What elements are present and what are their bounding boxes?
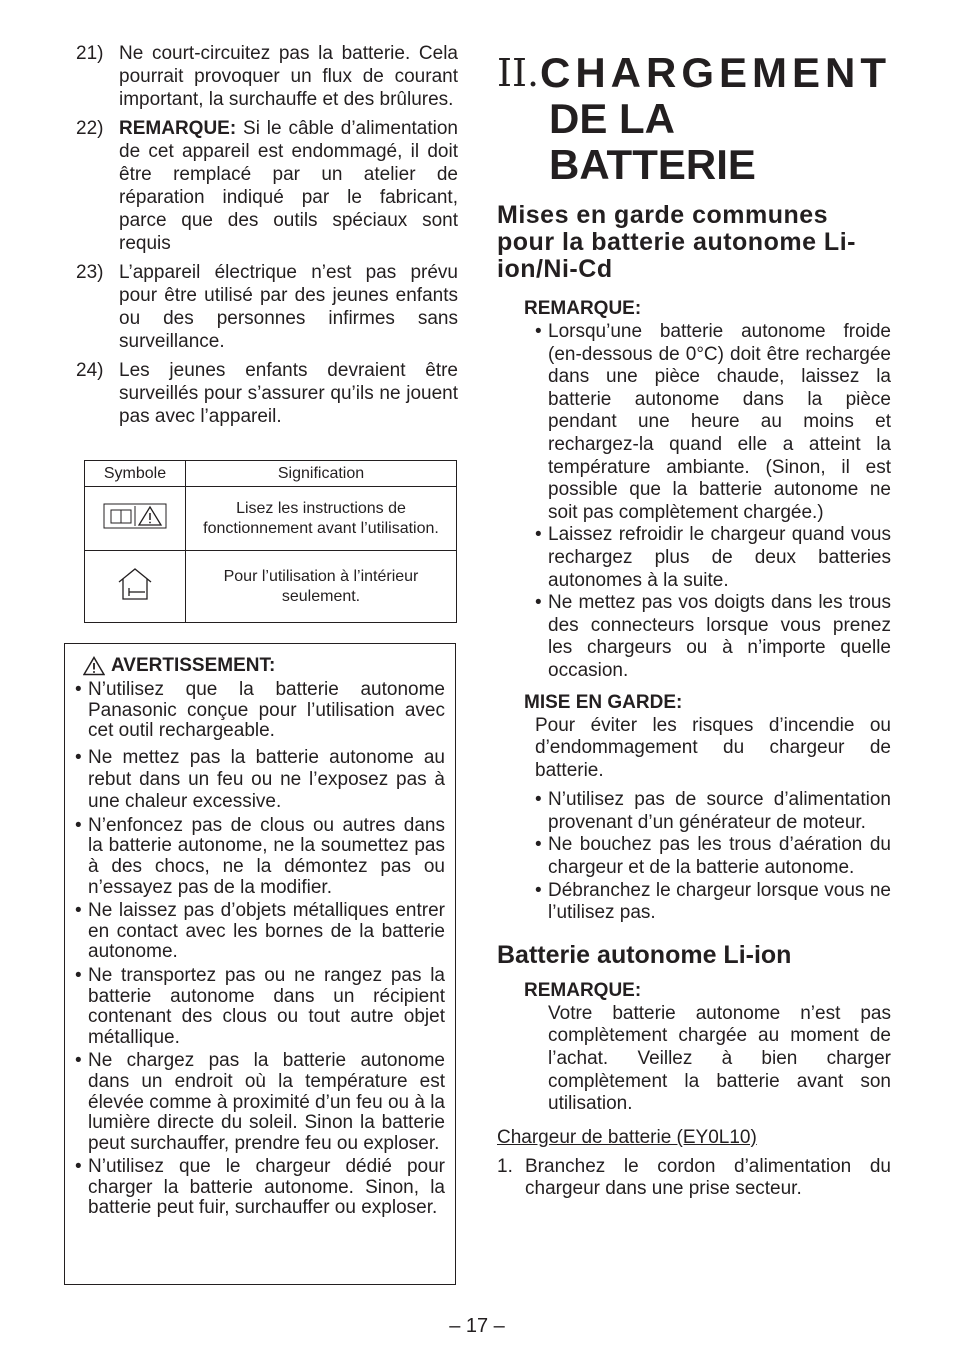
item-text: L’appareil électrique n’est pas prévu pour être utilisé par des jeunes enfants ou des personnes infirmes sans surveillance. (119, 262, 458, 352)
warning-bullet: • N’enfoncez pas de clous ou autres dans la batterie autonome, ne la soumettez pas à des chocs, ne la démontez pas ou n’essayez pas de la modifier. (75, 814, 445, 898)
charger-link[interactable]: Chargeur de batterie (EY0L10) (497, 1126, 757, 1148)
step-number: 1. (497, 1155, 513, 1177)
liion-heading: Batterie autonome Li-ion (497, 940, 792, 969)
bullet-text: Ne laissez pas d’objets métalliques entrer en contact avec les bornes de la batterie autonome. (88, 900, 445, 963)
item-text: Ne court-circuitez pas la batterie. Cela pourrait provoquer un flux de courant important, la surchauffe et des brûlures. (119, 43, 458, 110)
remarque-label: REMARQUE: (524, 298, 642, 319)
liion-text: Votre batterie autonome n’est pas complètement chargée au moment de l’achat. Veillez à bien charger complètement la batterie avant son utilisation. (548, 1002, 891, 1115)
chapter-heading (497, 50, 891, 188)
bullet-text: N’enfoncez pas de clous ou autres dans la batterie autonome, ne la soumettez pas à des chocs, ne la démontez pas ou n’essayez pas de la modifier. (88, 814, 445, 898)
warning-bullet: • Ne mettez pas la batterie autonome au rebut dans un feu ou ne l’exposez pas à une chaleur excessive. (75, 746, 445, 812)
remarque-text: Si le câble d’alimentation de cet appareil est endommagé, il doit être remplacé par un atelier de réparation indiqué par le fabricant, parce que des outils spéciaux sont requis (119, 118, 458, 254)
left-column (76, 42, 458, 434)
meaning-cell: Lisez les instructions de fonctionnement avant l’utilisation. (186, 487, 457, 551)
item-number: 23) (76, 262, 104, 283)
table-row (85, 551, 457, 623)
item-number: 22) (76, 118, 104, 139)
item-text: Les jeunes enfants devraient être surveillés pour s’assurer qu’ils ne jouent pas avec l’appareil. (119, 360, 458, 427)
remarque-bullet: • Laissez refroidir le chargeur quand vous rechargez plus de deux batteries autonomes à la suite. (535, 524, 891, 591)
bullet-text: Ne transportez pas ou ne rangez pas la batterie autonome dans un récipient contenant des clous ou tout autre objet métallique. (88, 964, 445, 1048)
mise-bullet: • N’utilisez pas de source d’alimentation provenant d’un générateur de moteur. (535, 789, 891, 833)
warning-bullet: • N’utilisez que la batterie autonome Panasonic conçue pour l’utilisation avec cet outil rechargeable. (75, 679, 445, 742)
table-row (85, 487, 457, 551)
step-text: Branchez le cordon d’alimentation du chargeur dans une prise secteur. (525, 1155, 891, 1200)
mise-bullet: • Ne bouchez pas les trous d’aération du chargeur et de la batterie autonome. (535, 834, 891, 879)
table-header-meaning: Signification (186, 461, 457, 487)
section-heading: Mises en garde communes pour la batterie autonome Li-ion/Ni-Cd (497, 201, 856, 283)
mise-en-garde-intro: Pour éviter les risques d’incendie ou d’endommagement du chargeur de batterie. (535, 714, 891, 781)
warning-title (83, 654, 445, 678)
chapter-title-line1: CHARGEMENT (540, 49, 891, 96)
warning-title-text: AVERTISSEMENT: (111, 655, 276, 676)
warning-bullet: • N’utilisez que le chargeur dédié pour charger la batterie autonome. Sinon, la batterie peut fuir, surchauffer ou exploser. (75, 1156, 445, 1219)
symbol-cell (85, 551, 186, 623)
warning-bullet: • Ne chargez pas la batterie autonome dans un endroit où la température est élevée comme à proximité d’un feu ou à la lumière directe du soleil. Sinon la batterie peut surchauffer, prendre feu ou exploser. (75, 1050, 445, 1154)
bullet-text: N’utilisez pas de source d’alimentation provenant d’un générateur de moteur. (548, 789, 891, 833)
remarque-bullet: • Ne mettez pas vos doigts dans les trous des connecteurs lorsque vous prenez les chargeurs ou à n’importe quelle occasion. (535, 592, 891, 681)
bullet-text: Ne bouchez pas les trous d’aération du chargeur et de la batterie autonome. (548, 834, 891, 879)
symbol-cell (85, 487, 186, 551)
symbol-table (84, 460, 457, 623)
table-header-symbol: Symbole (85, 461, 186, 487)
bullet-text: Lorsqu’une batterie autonome froide (en-dessous de 0°C) doit être rechargée dans une pièce chaude, laissez la batterie autonome dans la pièce pendant une heure au moins et rechargez-la quand elle a atteint la température ambiante. (Sinon, il est possible que la batterie autonome ne soit pas complètement chargée.) (548, 321, 891, 523)
item-text (119, 117, 458, 255)
remarque-bullet: • Lorsqu’une batterie autonome froide (en-dessous de 0°C) doit être rechargée dans une pièce chaude, laissez la batterie autonome dans la pièce pendant une heure au moins et rechargez-la quand elle a atteint la température ambiante. (Sinon, il est possible que la batterie autonome ne soit pas complètement chargée.) (535, 321, 891, 523)
step-item (497, 1156, 891, 1201)
list-item (76, 359, 458, 428)
liion-remarque-label: REMARQUE: (524, 979, 642, 1001)
bullet-text: Laissez refroidir le chargeur quand vous rechargez plus de deux batteries autonomes à la suite. (548, 524, 891, 591)
item-number: 21) (76, 43, 104, 64)
right-column (497, 50, 891, 1201)
remarque-label: REMARQUE: (119, 118, 237, 139)
list-item (76, 261, 458, 353)
warning-bullet: • Ne laissez pas d’objets métalliques entrer en contact avec les bornes de la batterie autonome. (75, 900, 445, 963)
chapter-number: II. (497, 51, 540, 95)
mise-bullet: • Débranchez le chargeur lorsque vous ne l’utilisez pas. (535, 879, 891, 924)
meaning-cell: Pour l’utilisation à l’intérieur seulement. (186, 551, 457, 623)
manual-warning-icon (103, 502, 167, 530)
bullet-text: Ne chargez pas la batterie autonome dans un endroit où la température est élevée comme à proximité d’un feu ou à la lumière directe du soleil. Sinon la batterie peut surchauffer, prendre feu ou exploser. (88, 1050, 445, 1154)
item-number: 24) (76, 360, 104, 381)
list-item (76, 117, 458, 255)
warning-bullet: • Ne transportez pas ou ne rangez pas la batterie autonome dans un récipient contenant des clous ou tout autre objet métallique. (75, 964, 445, 1048)
indoor-house-icon (115, 566, 155, 602)
chapter-title-line2: DE LA BATTERIE (549, 95, 756, 188)
mise-en-garde-label: MISE EN GARDE: (524, 691, 683, 713)
bullet-text: Ne mettez pas vos doigts dans les trous des connecteurs lorsque vous prenez les chargeurs ou à n’importe quelle occasion. (548, 592, 891, 681)
list-item (76, 42, 458, 111)
bullet-text: N’utilisez que la batterie autonome Panasonic conçue pour l’utilisation avec cet outil rechargeable. (88, 679, 445, 742)
page-number: – 17 – (449, 1315, 505, 1337)
bullet-text: N’utilisez que le chargeur dédié pour charger la batterie autonome. Sinon, la batterie peut fuir, surchauffer ou exploser. (88, 1156, 445, 1219)
bullet-text: Ne mettez pas la batterie autonome au rebut dans un feu ou ne l’exposez pas à une chaleur excessive. (88, 746, 445, 812)
warning-triangle-icon (83, 656, 105, 676)
warning-box (64, 643, 456, 1285)
bullet-text: Débranchez le chargeur lorsque vous ne l’utilisez pas. (548, 879, 891, 924)
